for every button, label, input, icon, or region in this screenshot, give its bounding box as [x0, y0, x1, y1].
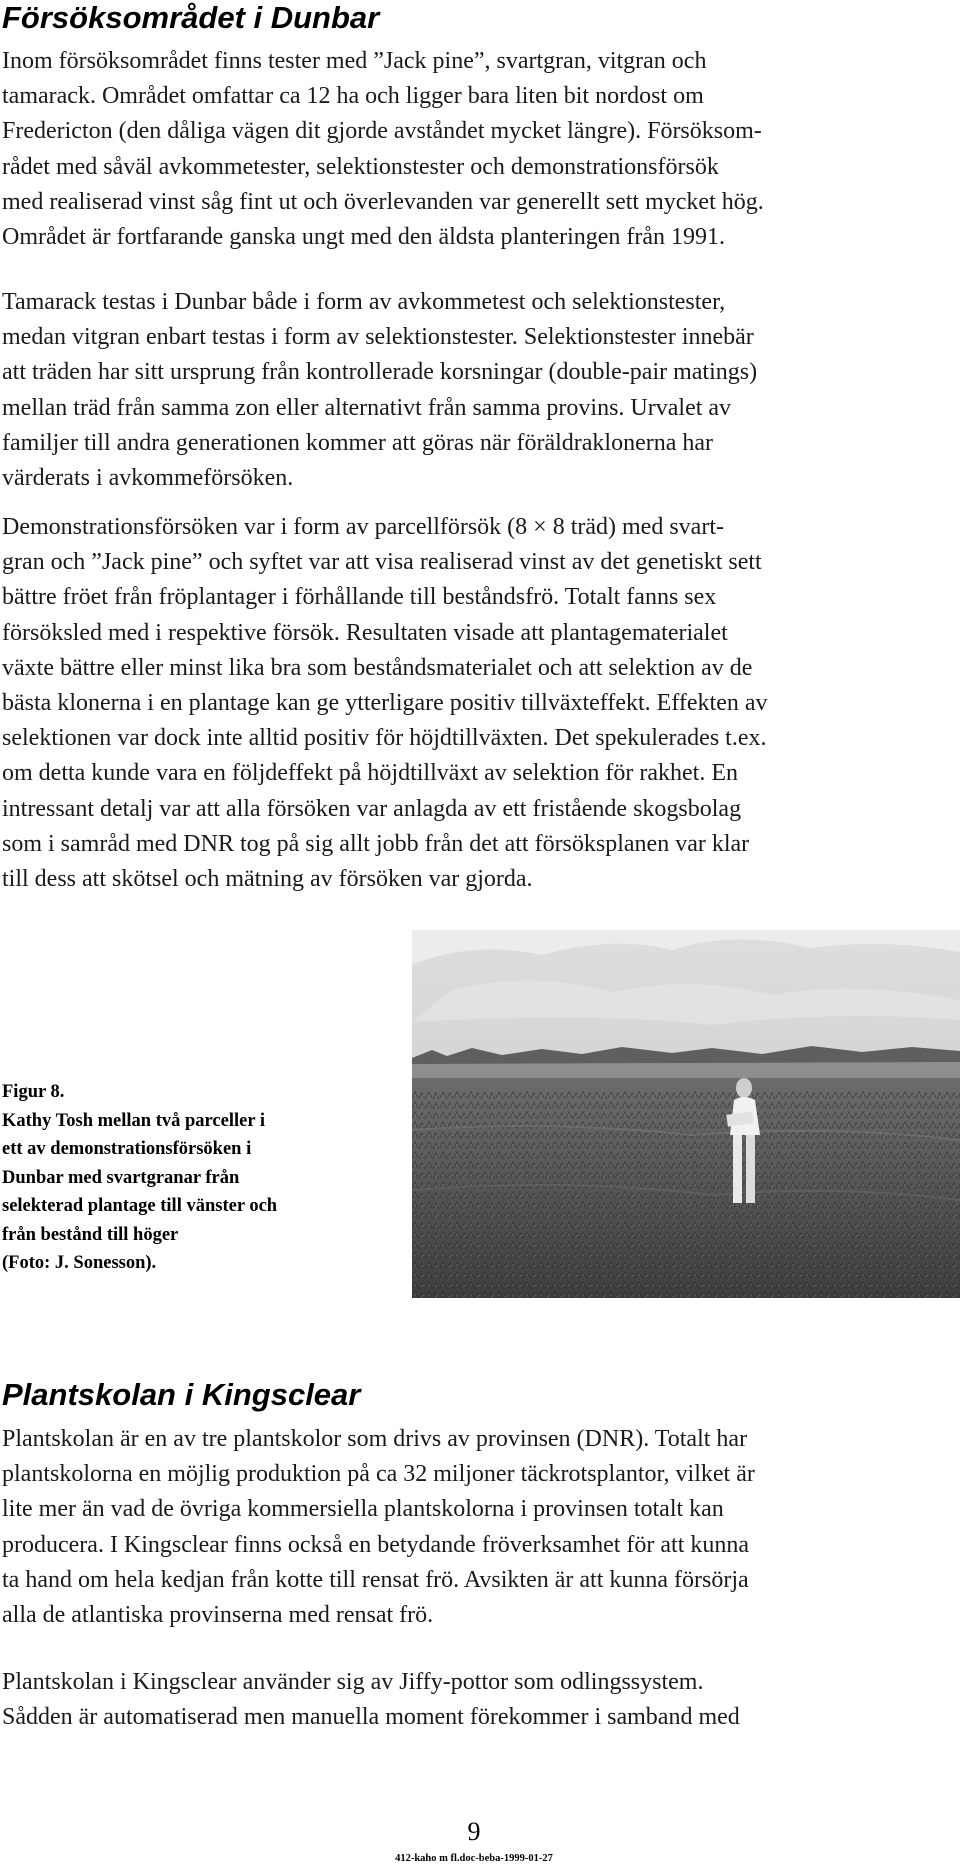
text-line: Tamarack testas i Dunbar både i form av avkommetest och selektionstester, [2, 289, 726, 315]
text-line: alla de atlantiska provinserna med rensat frö. [2, 1602, 434, 1629]
paragraph-dunbar-intro [2, 44, 957, 255]
text-line: Sådden är automatiserad men manuella moment förekommer i samband med [2, 1704, 740, 1731]
text-line: lite mer än vad de övriga kommersiella plantskolorna i provinsen totalt kan [2, 1496, 724, 1523]
text-line: med realiserad vinst såg fint ut och överlevanden var generellt sett mycket hög. [2, 188, 764, 215]
section-heading-kingsclear: Plantskolan i Kingsclear [2, 1377, 361, 1412]
text-line: Området är fortfarande ganska ungt med den äldsta planteringen från 1991. [2, 224, 726, 251]
text-line: mellan träd från samma zon eller alternativt från samma provins. Urvalet av [2, 394, 732, 421]
text-line: producera. I Kingsclear finns också en betydande fröverksamhet för att kunna [2, 1531, 750, 1558]
text-line: till dess att skötsel och mätning av försöken var gjorda. [2, 866, 533, 893]
text-line: familjer till andra generationen kommer att göras när föräldraklonerna har [2, 429, 714, 456]
text-line: plantskolorna en möjlig produktion på ca 32 miljoner täckrotsplantor, vilket är [2, 1461, 755, 1488]
text-line: rådet med såväl avkommetester, selektionstester och demonstrationsförsök [2, 153, 719, 180]
text-line: försöksled med i respektive försök. Resultaten visade att plantagematerialet [2, 619, 728, 646]
figure-caption [2, 1078, 382, 1278]
paragraph-demonstration [2, 510, 957, 897]
text-line: värderats i avkommeförsöken. [2, 465, 294, 492]
caption-line: selekterad plantage till vänster och [2, 1196, 278, 1216]
caption-line: Kathy Tosh mellan två parceller i [2, 1110, 265, 1131]
document-reference: 412-kaho m fl.doc-beba-1999-01-27 [395, 1853, 553, 1864]
caption-line: ett av demonstrationsförsöken i [2, 1139, 252, 1159]
caption-line: från bestånd till höger [2, 1224, 179, 1245]
text-line: Fredericton (den dåliga vägen dit gjorde avståndet mycket längre). Försöksom- [2, 118, 762, 145]
text-line: växte bättre eller minst lika bra som beståndsmaterialet och att selektion av de [2, 654, 753, 681]
text-line: som i samråd med DNR tog på sig allt jobb från det att försöksplanen var klar [2, 830, 750, 857]
caption-line: (Foto: J. Sonesson). [2, 1253, 157, 1273]
text-line: intressant detalj var att alla försöken var anlagda av ett fristående skogsbolag [2, 795, 742, 822]
paragraph-kingsclear-intro [2, 1422, 957, 1633]
figure-photo [412, 930, 960, 1298]
text-line: ta hand om hela kedjan från kotte till rensat frö. Avsikten är att kunna försörja [2, 1566, 749, 1593]
caption-line: Dunbar med svartgranar från [2, 1167, 240, 1188]
text-line: tamarack. Området omfattar ca 12 ha och ligger bara liten bit nordost om [2, 83, 704, 110]
text-line: Plantskolan är en av tre plantskolor som drivs av provinsen (DNR). Totalt har [2, 1426, 748, 1452]
page-number: 9 [467, 1817, 481, 1846]
section-heading-dunbar: Försöksområdet i Dunbar [2, 0, 380, 35]
paragraph-jiffy [2, 1665, 957, 1735]
text-line: selektionen var dock inte alltid positiv för höjdtillväxten. Det spekulerades t.ex. [2, 725, 767, 752]
text-line: Inom försöksområdet finns tester med ”Jack pine”, svartgran, vitgran och [2, 48, 707, 74]
text-line: Demonstrationsförsöken var i form av parcellförsök (8 × 8 träd) med svart- [2, 514, 724, 540]
paragraph-tamarack [2, 285, 957, 496]
photo-illustration [412, 930, 960, 1298]
text-line: medan vitgran enbart testas i form av selektionstester. Selektionstester innebär [2, 324, 754, 351]
text-line: gran och ”Jack pine” och syftet var att visa realiserad vinst av det genetiskt sett [2, 549, 762, 576]
text-line: att träden har sitt ursprung från kontrollerade korsningar (double-pair matings) [2, 359, 758, 386]
text-line: om detta kunde vara en följdeffekt på höjdtillväxt av selektion för rakhet. En [2, 760, 738, 787]
text-line: Plantskolan i Kingsclear använder sig av Jiffy-pottor som odlingssystem. [2, 1669, 704, 1695]
text-line: bästa klonerna i en plantage kan ge ytterligare positiv tillväxteffekt. Effekten av [2, 690, 768, 717]
figure-label: Figur 8. [2, 1082, 65, 1102]
text-line: bättre fröet från fröplantager i förhållande till beståndsfrö. Totalt fanns sex [2, 584, 717, 611]
